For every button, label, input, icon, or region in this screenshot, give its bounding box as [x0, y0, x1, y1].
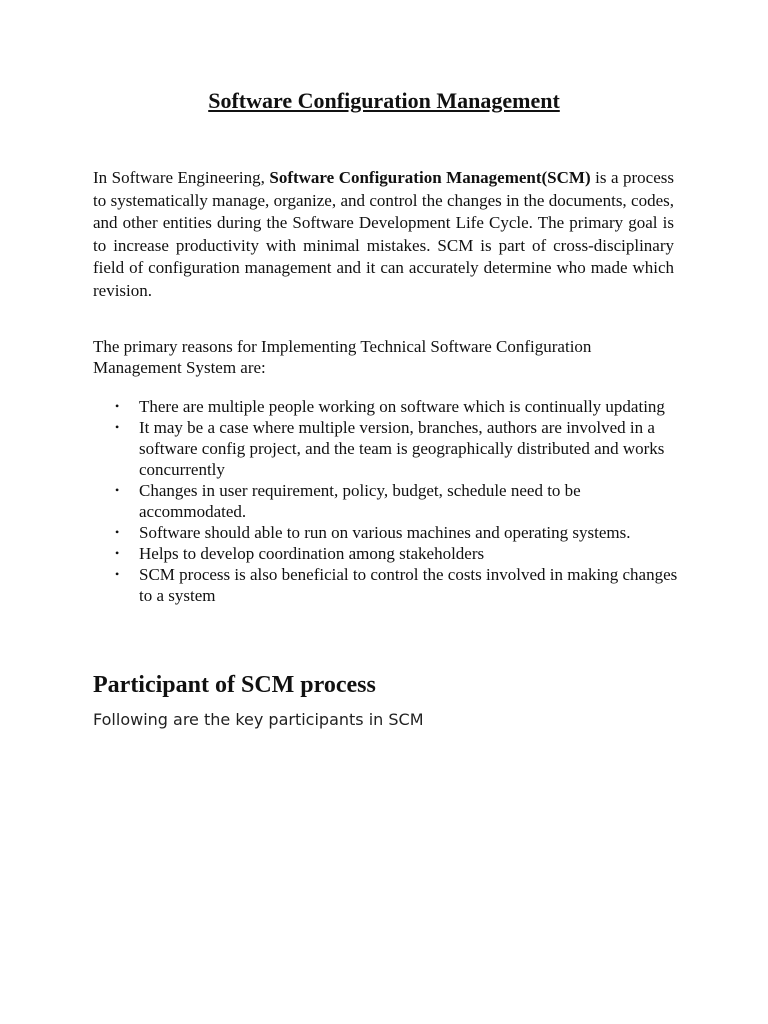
bullet-icon: •: [115, 567, 120, 581]
bullet-icon: •: [115, 525, 120, 539]
intro-lead: In Software Engineering,: [93, 168, 270, 187]
list-item: [93, 522, 683, 543]
list-item-text: Changes in user requirement, policy, budget, schedule need to be accommodated.: [139, 481, 581, 521]
section-heading: Participant of SCM process: [93, 672, 376, 698]
list-item-text: Helps to develop coordination among stakeholders: [139, 544, 485, 563]
list-item: [93, 564, 683, 606]
list-item: [93, 396, 683, 417]
bullet-icon: •: [115, 483, 120, 497]
list-item-text: There are multiple people working on software which is continually updating: [139, 397, 665, 416]
bullet-icon: •: [115, 399, 120, 413]
section-subtext: Following are the key participants in SCM: [93, 710, 424, 729]
list-item: [93, 417, 683, 480]
reasons-list: [93, 396, 683, 606]
bullet-icon: •: [115, 420, 120, 434]
intro-term: Software Configuration Management(SCM): [269, 168, 591, 187]
list-item-text: Software should able to run on various machines and operating systems.: [139, 523, 631, 542]
list-item: [93, 480, 683, 522]
bullet-icon: •: [115, 546, 120, 560]
reasons-intro: The primary reasons for Implementing Technical Software Configuration Management System are:: [93, 337, 592, 377]
list-item: [93, 543, 683, 564]
intro-rest: is a process to systematically manage, organize, and control the changes in the documents, codes, and other entities during the Software Development Life Cycle. The primary goal is to increase productivity with minimal mistakes. SCM is part of cross-disciplinary field of configuration management and it can accurately determine who made which revision.: [93, 168, 674, 300]
list-item-text: It may be a case where multiple version, branches, authors are involved in a software config project, and the team is geographically distributed and works concurrently: [139, 418, 665, 479]
document-title: Software Configuration Management: [208, 88, 560, 113]
intro-paragraph: [93, 167, 674, 303]
list-item-text: SCM process is also beneficial to control the costs involved in making changes to a system: [139, 565, 678, 605]
